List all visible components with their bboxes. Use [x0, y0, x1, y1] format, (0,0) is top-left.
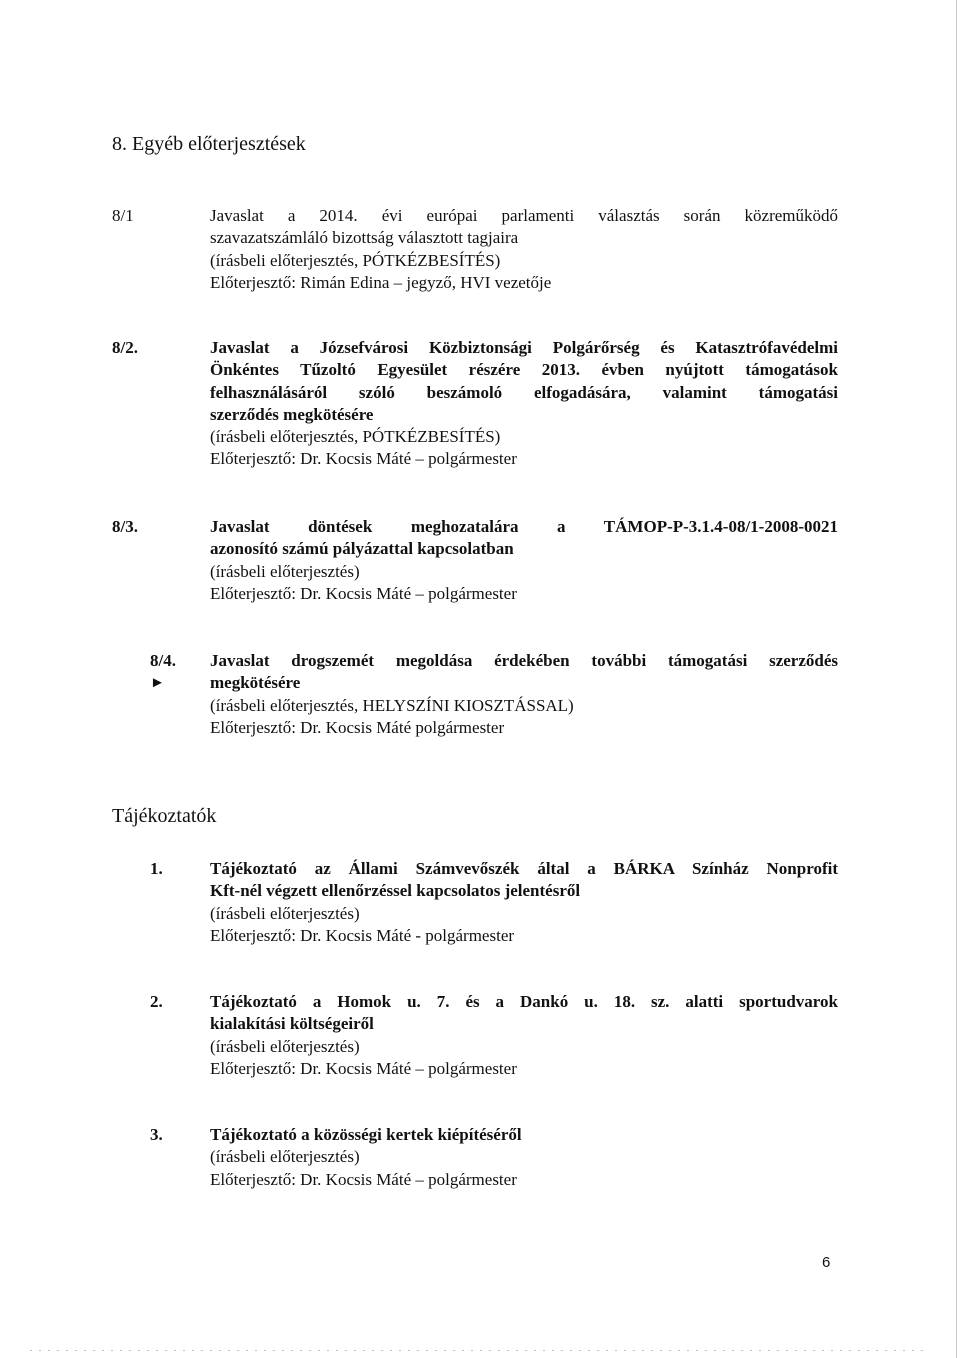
item-title: Javaslat a 2014. évi európai parlamenti választás során közreműködő szavazatszámláló bizottság választott tagjaira	[210, 206, 838, 248]
item-number: 1.	[150, 859, 163, 878]
item-note: (írásbeli előterjesztés, PÓTKÉZBESÍTÉS)	[210, 427, 501, 447]
item-title: Javaslat drogszemét megoldása érdekében további támogatási szerződés megkötésére	[210, 651, 838, 693]
item-note: (írásbeli előterjesztés)	[210, 1036, 360, 1056]
item-number: 2.	[150, 992, 163, 1011]
scan-edge-line	[956, 0, 957, 1358]
item-number: 8/3.	[112, 517, 138, 536]
item-presenter: Előterjesztő: Dr. Kocsis Máté – polgármester	[210, 1169, 517, 1189]
item-title: Tájékoztató az Állami Számvevőszék által a BÁRKA Színház Nonprofit Kft-nél végzett ellenőrzéssel kapcsolatos jelentésről	[210, 859, 838, 901]
item-number: 8/2.	[112, 338, 138, 357]
arrow-right-icon: ►	[150, 675, 165, 691]
item-note: (írásbeli előterjesztés)	[210, 1147, 360, 1167]
item-note: (írásbeli előterjesztés)	[210, 561, 360, 581]
item-title: Javaslat a Józsefvárosi Közbiztonsági Polgárőrség és Katasztrófavédelmi Önkéntes Tűzoltó Egyesület részére 2013. évben nyújtott támogatások felhasználásáról szóló beszámoló elfogadására, valamint támogatási szerződés megkötésére	[210, 338, 838, 424]
section-title-other-proposals: 8. Egyéb előterjesztések	[112, 133, 306, 155]
item-note: (írásbeli előterjesztés, PÓTKÉZBESÍTÉS)	[210, 250, 501, 270]
item-presenter: Előterjesztő: Dr. Kocsis Máté - polgármester	[210, 925, 515, 945]
item-presenter: Előterjesztő: Dr. Kocsis Máté polgármester	[210, 717, 505, 737]
item-note: (írásbeli előterjesztés, HELYSZÍNI KIOSZTÁSSAL)	[210, 695, 574, 715]
item-title: Tájékoztató a közösségi kertek kiépítéséről	[210, 1125, 522, 1144]
page-number: 6	[822, 1254, 831, 1271]
item-title: Javaslat döntések meghozatalára a TÁMOP-P-3.1.4-08/1-2008-0021 azonosító számú pályázattal kapcsolatban	[210, 517, 838, 559]
item-note: (írásbeli előterjesztés)	[210, 903, 360, 923]
item-title: Tájékoztató a Homok u. 7. és a Dankó u. 18. sz. alatti sportudvarok kialakítási költségeiről	[210, 992, 838, 1034]
item-number: 3.	[150, 1125, 163, 1144]
section-title-information-reports: Tájékoztatók	[112, 805, 217, 827]
item-number: 8/1	[112, 206, 134, 225]
item-presenter: Előterjesztő: Dr. Kocsis Máté – polgármester	[210, 449, 517, 469]
item-presenter: Előterjesztő: Dr. Kocsis Máté – polgármester	[210, 1058, 517, 1078]
item-presenter: Előterjesztő: Dr. Kocsis Máté – polgármester	[210, 583, 517, 603]
item-number: 8/4.	[150, 651, 176, 670]
scan-noise-line	[30, 1350, 930, 1351]
item-presenter: Előterjesztő: Rimán Edina – jegyző, HVI vezetője	[210, 272, 552, 292]
